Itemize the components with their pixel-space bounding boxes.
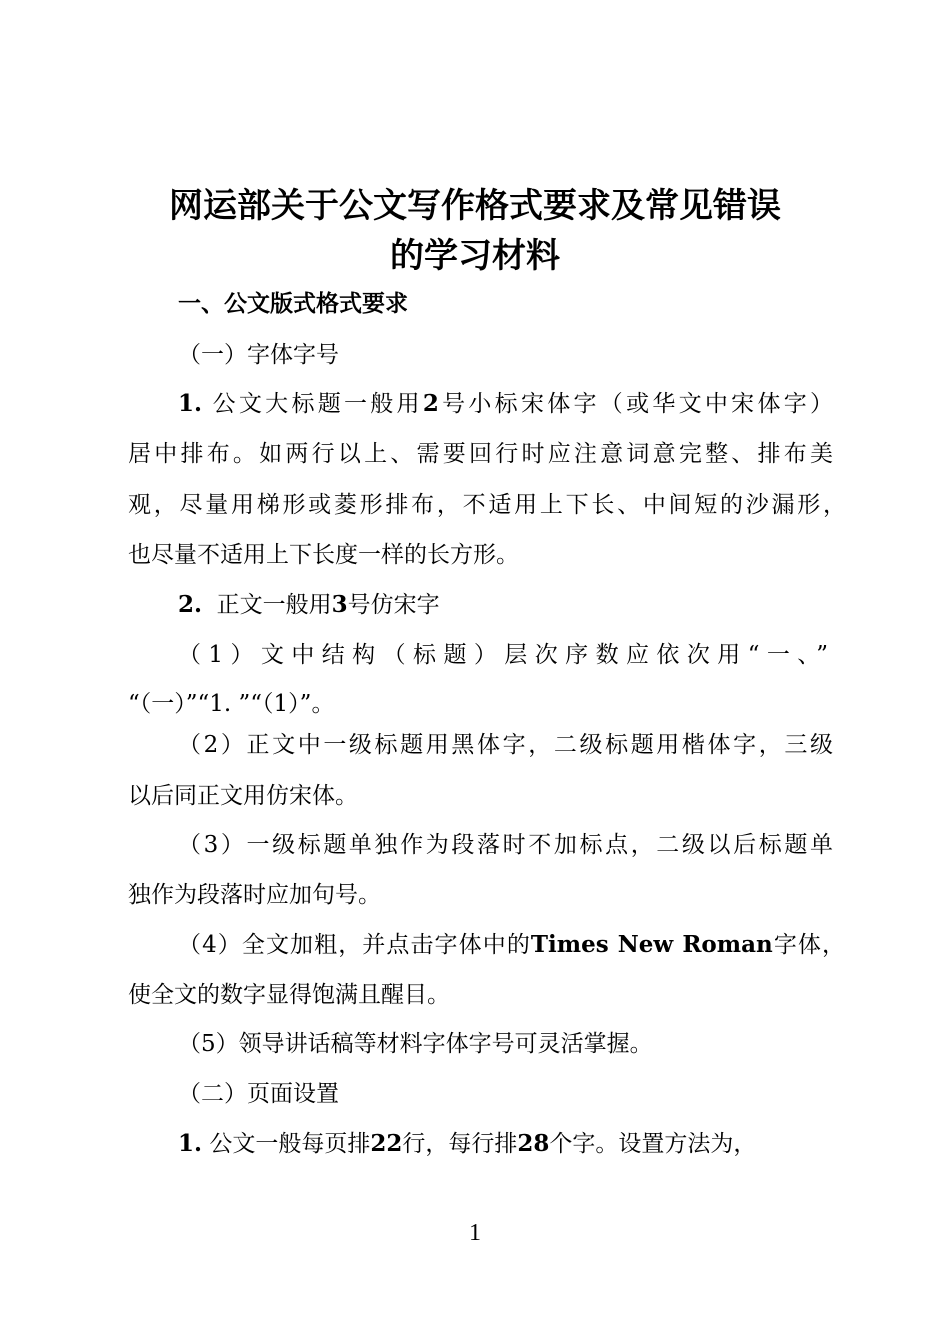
- document-title-line-2: 的学习材料: [390, 236, 560, 276]
- subsection-heading-page-setup: （二）页面设置: [178, 1081, 339, 1107]
- item-5: （5）领导讲话稿等材料字体字号可灵活掌握。: [178, 1031, 653, 1057]
- paragraph-1-font-size: 2: [422, 390, 439, 417]
- paragraph-3-chars-count: 28: [517, 1130, 550, 1157]
- item-1-line-1: （1）文中结构（标题）层次序数应依次用“一、”: [178, 642, 828, 668]
- document-title-line-1: 网运部关于公文写作格式要求及常见错误: [169, 186, 781, 226]
- item-1-line-2: “（一）”“1. ”“（1）”。: [128, 691, 335, 717]
- paragraph-3-text-c: 个字。设置方法为，: [549, 1131, 757, 1157]
- paragraph-2-number: 2.: [178, 591, 203, 618]
- paragraph-1-text-b: 号小标宋体字（或华文中宋体字）: [438, 391, 834, 417]
- paragraph-3-text-a: 公文一般每页排: [209, 1131, 371, 1157]
- section-heading: 一、公文版式格式要求: [178, 291, 408, 317]
- paragraph-2-font-size: 3: [331, 591, 348, 618]
- paragraph-1-line-2: 居中排布。如两行以上、需要回行时应注意词意完整、排布美: [128, 441, 833, 467]
- paragraph-1-line-3: 观，尽量用梯形或菱形排布，不适用上下长、中间短的沙漏形，: [128, 492, 846, 518]
- paragraph-2-text-b: 号仿宋字: [347, 592, 440, 618]
- paragraph-2: [178, 590, 440, 620]
- item-3-line-1: （3）一级标题单独作为段落时不加标点，二级以后标题单: [178, 832, 833, 858]
- paragraph-3-lines-count: 22: [370, 1130, 403, 1157]
- paragraph-1-number: 1.: [178, 390, 203, 417]
- item-4-font-name: Times New Roman: [530, 931, 773, 958]
- paragraph-2-text-a: 正文一般用: [216, 592, 332, 618]
- item-4-text-b: 字体，: [772, 932, 845, 958]
- paragraph-1-line-1: [178, 389, 833, 419]
- paragraph-3-number: 1.: [178, 1130, 203, 1157]
- item-4-line-2: 使全文的数字显得饱满且醒目。: [128, 982, 450, 1008]
- item-4-line-1: [178, 930, 845, 960]
- paragraph-1-text-a: 公文大标题一般用: [212, 391, 423, 417]
- page-number: 1: [469, 1220, 481, 1246]
- item-3-line-2: 独作为段落时应加句号。: [128, 882, 381, 908]
- item-2-line-1: （2）正文中一级标题用黑体字，二级标题用楷体字，三级: [178, 732, 833, 758]
- item-2-line-2: 以后同正文用仿宋体。: [128, 783, 358, 809]
- paragraph-1-line-4: 也尽量不适用上下长度一样的长方形。: [128, 542, 519, 568]
- subsection-heading-font: （一）字体字号: [178, 342, 339, 368]
- item-4-text-a: （4）全文加粗，并点击字体中的: [178, 932, 531, 958]
- paragraph-3: [178, 1129, 756, 1159]
- paragraph-3-text-b: 行，每行排: [402, 1131, 518, 1157]
